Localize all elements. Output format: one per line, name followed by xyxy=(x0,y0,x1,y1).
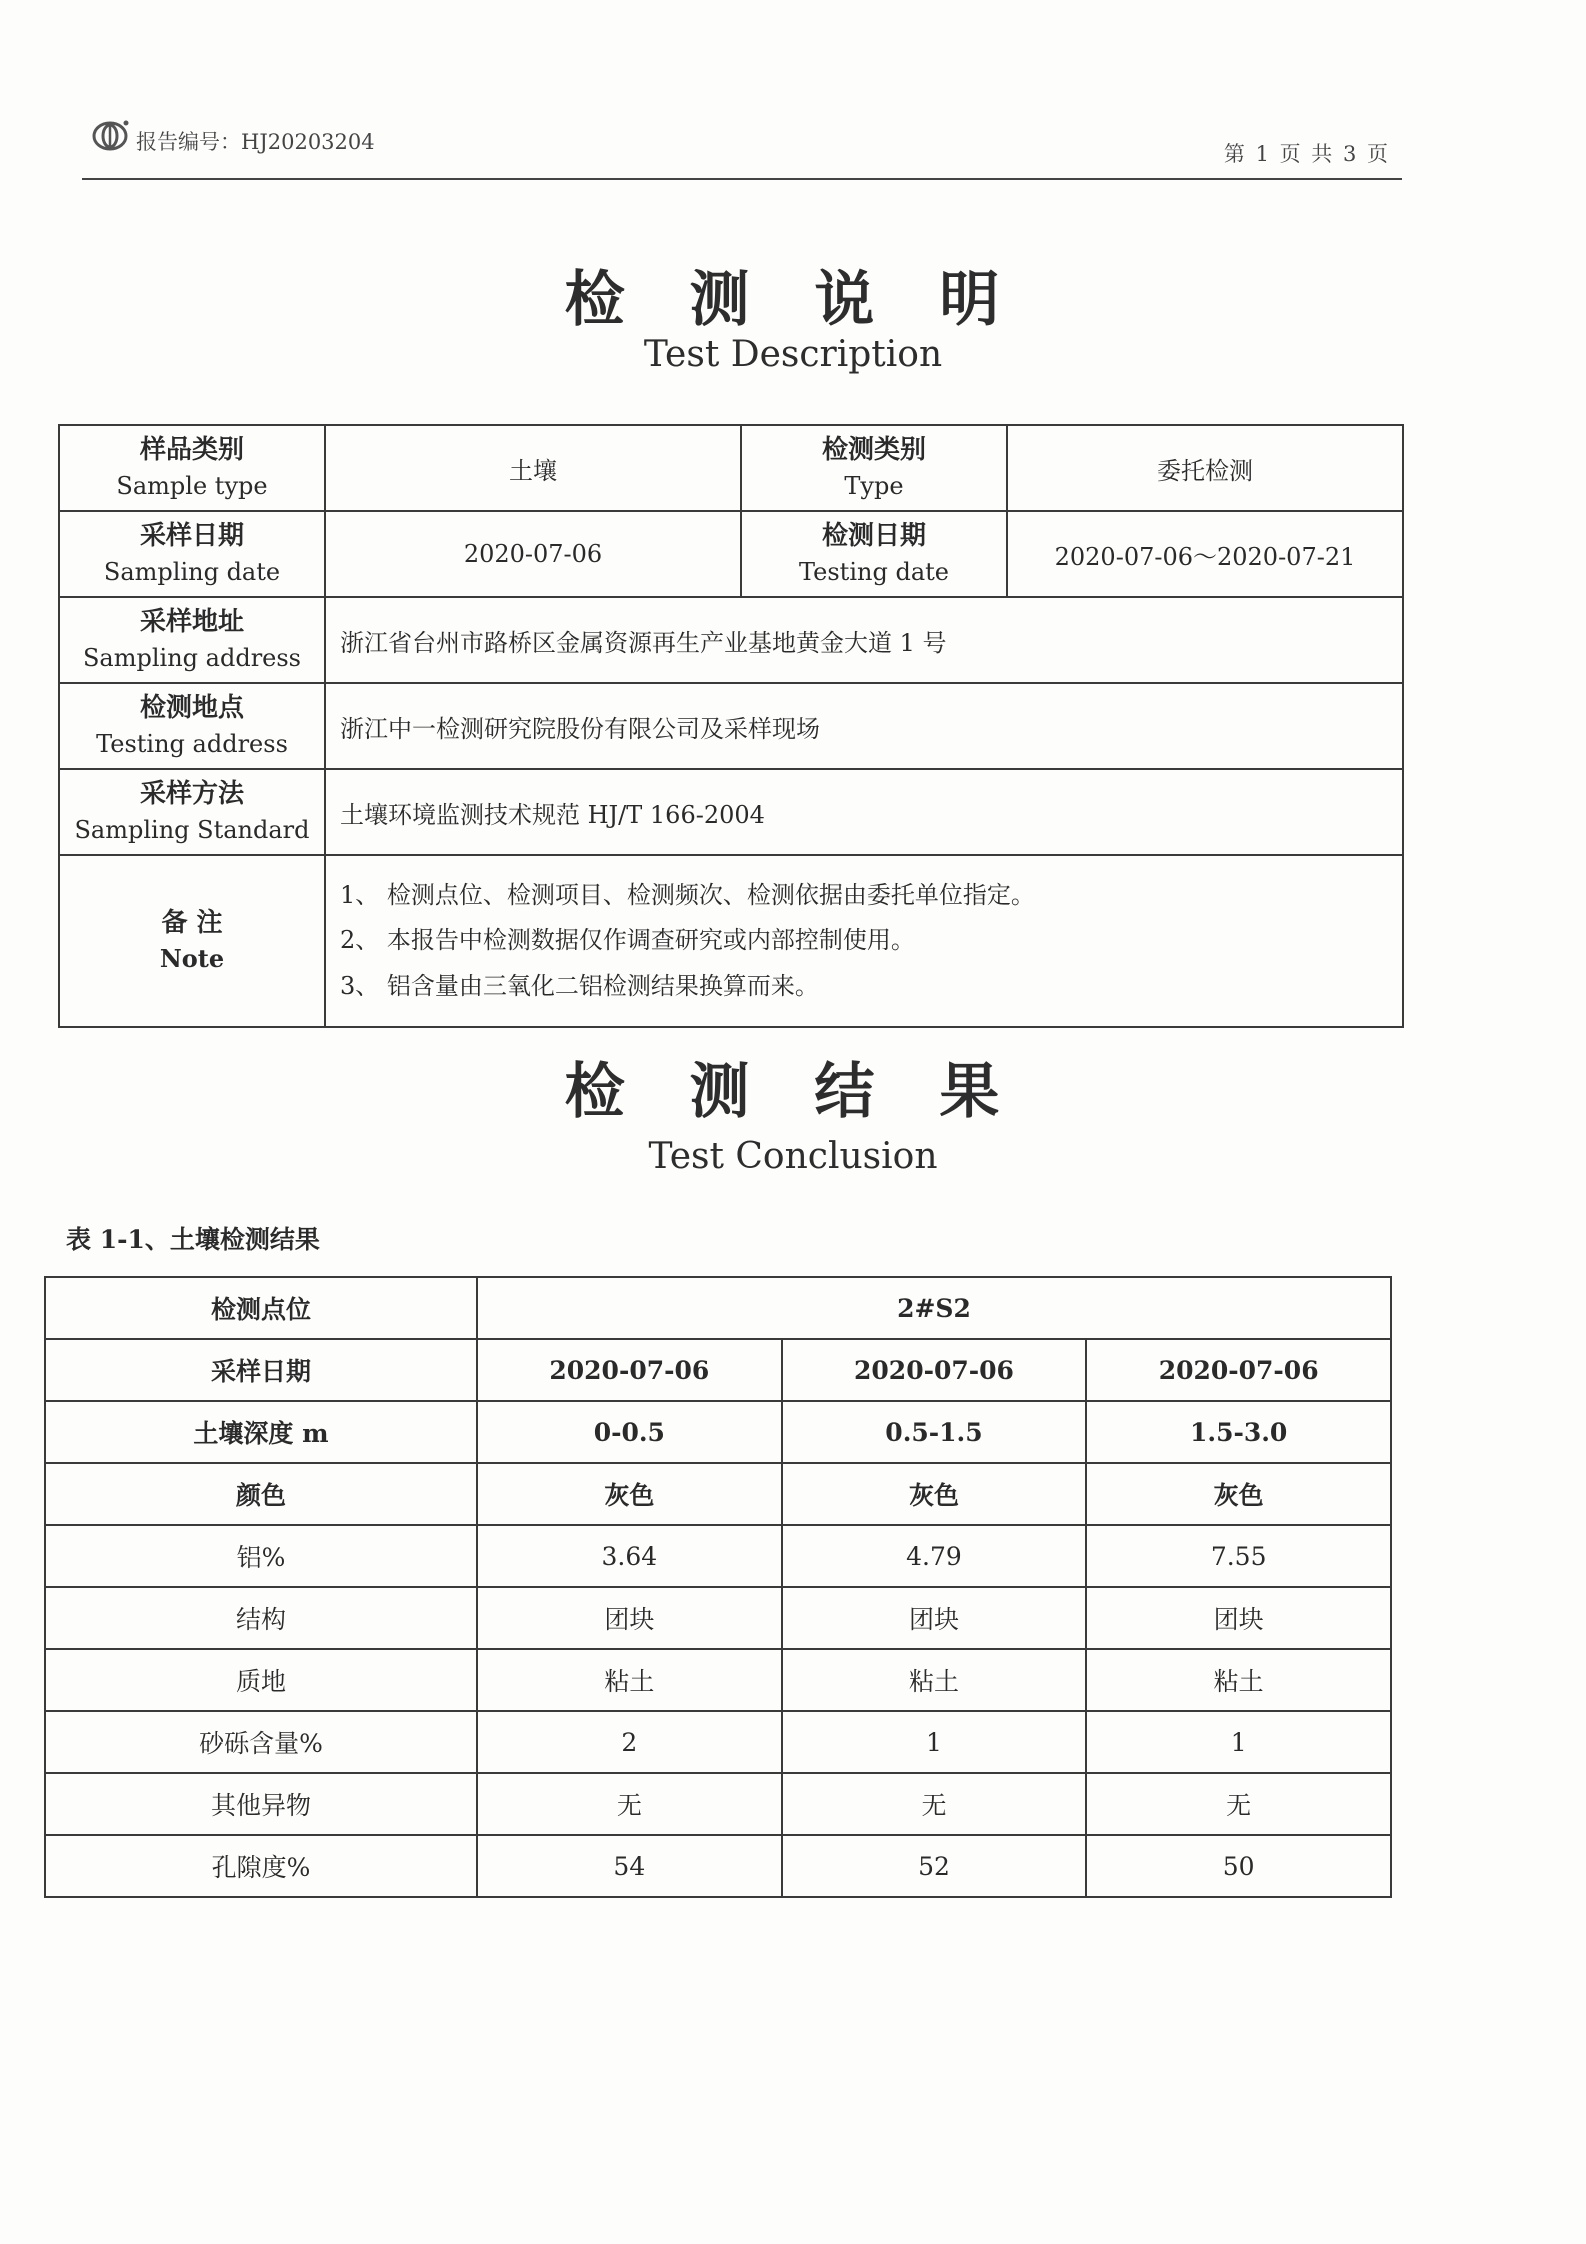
row-label: 铝% xyxy=(45,1525,477,1587)
cell-value: 团块 xyxy=(1086,1587,1391,1649)
results-body xyxy=(45,1339,1391,1897)
soil-results-table xyxy=(44,1276,1392,1898)
sampling-address-label: 采样地址 Sampling address xyxy=(59,597,325,683)
sampling-address-value: 浙江省台州市路桥区金属资源再生产业基地黄金大道 1 号 xyxy=(325,597,1403,683)
note-item: 3、 铝含量由三氧化二铝检测结果换算而来。 xyxy=(340,971,819,1000)
cell-value: 54 xyxy=(477,1835,782,1897)
table-row xyxy=(45,1463,1391,1525)
testing-address-label: 检测地点 Testing address xyxy=(59,683,325,769)
table-caption: 表 1-1、土壤检测结果 xyxy=(66,1225,320,1254)
report-number: 报告编号：HJ20203204 xyxy=(136,130,375,154)
cell-value: 1 xyxy=(1086,1711,1391,1773)
cell-value: 4.79 xyxy=(782,1525,1087,1587)
sample-type-label: 样品类别 Sample type xyxy=(59,425,325,511)
row-label: 质地 xyxy=(45,1649,477,1711)
note-item: 2、 本报告中检测数据仅作调查研究或内部控制使用。 xyxy=(340,926,915,955)
cell-value: 团块 xyxy=(477,1587,782,1649)
page-info: 第 1 页 共 3 页 xyxy=(1223,142,1388,166)
cell-value: 7.55 xyxy=(1086,1525,1391,1587)
table-row xyxy=(45,1649,1391,1711)
company-logo-icon xyxy=(88,114,134,154)
cell-value: 2020-07-06 xyxy=(1086,1339,1391,1401)
sampling-standard-label: 采样方法 Sampling Standard xyxy=(59,769,325,855)
point-label: 检测点位 xyxy=(45,1277,477,1339)
row-label: 采样日期 xyxy=(45,1339,477,1401)
description-table xyxy=(58,424,1404,1028)
cell-value: 0.5-1.5 xyxy=(782,1401,1087,1463)
cell-value: 粘土 xyxy=(477,1649,782,1711)
table-row xyxy=(45,1711,1391,1773)
row-label: 砂砾含量% xyxy=(45,1711,477,1773)
row-label: 孔隙度% xyxy=(45,1835,477,1897)
sampling-date-label: 采样日期 Sampling date xyxy=(59,511,325,597)
cell-value: 50 xyxy=(1086,1835,1391,1897)
cell-value: 灰色 xyxy=(477,1463,782,1525)
cell-value: 无 xyxy=(1086,1773,1391,1835)
row-label: 其他异物 xyxy=(45,1773,477,1835)
report-header xyxy=(82,108,1402,180)
sampling-standard-value: 土壤环境监测技术规范 HJ/T 166-2004 xyxy=(325,769,1403,855)
sampling-date-value: 2020-07-06 xyxy=(325,511,741,597)
cell-value: 52 xyxy=(782,1835,1087,1897)
conclusion-title-cn: 检 测 结 果 xyxy=(564,1057,1022,1127)
row-label: 土壤深度 m xyxy=(45,1401,477,1463)
table-row xyxy=(45,1401,1391,1463)
cell-value: 粘土 xyxy=(1086,1649,1391,1711)
description-title-cn: 检 测 说 明 xyxy=(564,265,1022,335)
note-label: 备 注 Note xyxy=(59,855,325,1027)
cell-value: 灰色 xyxy=(782,1463,1087,1525)
testing-address-value: 浙江中一检测研究院股份有限公司及采样现场 xyxy=(325,683,1403,769)
cell-value: 2 xyxy=(477,1711,782,1773)
type-value: 委托检测 xyxy=(1007,425,1403,511)
cell-value: 团块 xyxy=(782,1587,1087,1649)
table-row xyxy=(45,1773,1391,1835)
cell-value: 1.5-3.0 xyxy=(1086,1401,1391,1463)
note-list xyxy=(325,855,1403,1027)
cell-value: 粘土 xyxy=(782,1649,1087,1711)
cell-value: 2020-07-06 xyxy=(782,1339,1087,1401)
cell-value: 2020-07-06 xyxy=(477,1339,782,1401)
cell-value: 无 xyxy=(782,1773,1087,1835)
table-row xyxy=(45,1587,1391,1649)
table-row xyxy=(45,1835,1391,1897)
cell-value: 无 xyxy=(477,1773,782,1835)
point-value: 2#S2 xyxy=(477,1277,1391,1339)
table-row xyxy=(45,1339,1391,1401)
cell-value: 3.64 xyxy=(477,1525,782,1587)
sample-type-value: 土壤 xyxy=(325,425,741,511)
cell-value: 0-0.5 xyxy=(477,1401,782,1463)
testing-date-label: 检测日期 Testing date xyxy=(741,511,1007,597)
note-item: 1、 检测点位、检测项目、检测频次、检测依据由委托单位指定。 xyxy=(340,880,1035,909)
description-title-en: Test Description xyxy=(643,334,943,375)
cell-value: 1 xyxy=(782,1711,1087,1773)
row-label: 结构 xyxy=(45,1587,477,1649)
type-label: 检测类别 Type xyxy=(741,425,1007,511)
row-label: 颜色 xyxy=(45,1463,477,1525)
conclusion-title-en: Test Conclusion xyxy=(648,1136,938,1177)
cell-value: 灰色 xyxy=(1086,1463,1391,1525)
table-row xyxy=(45,1525,1391,1587)
testing-date-value: 2020-07-06～2020-07-21 xyxy=(1007,511,1403,597)
